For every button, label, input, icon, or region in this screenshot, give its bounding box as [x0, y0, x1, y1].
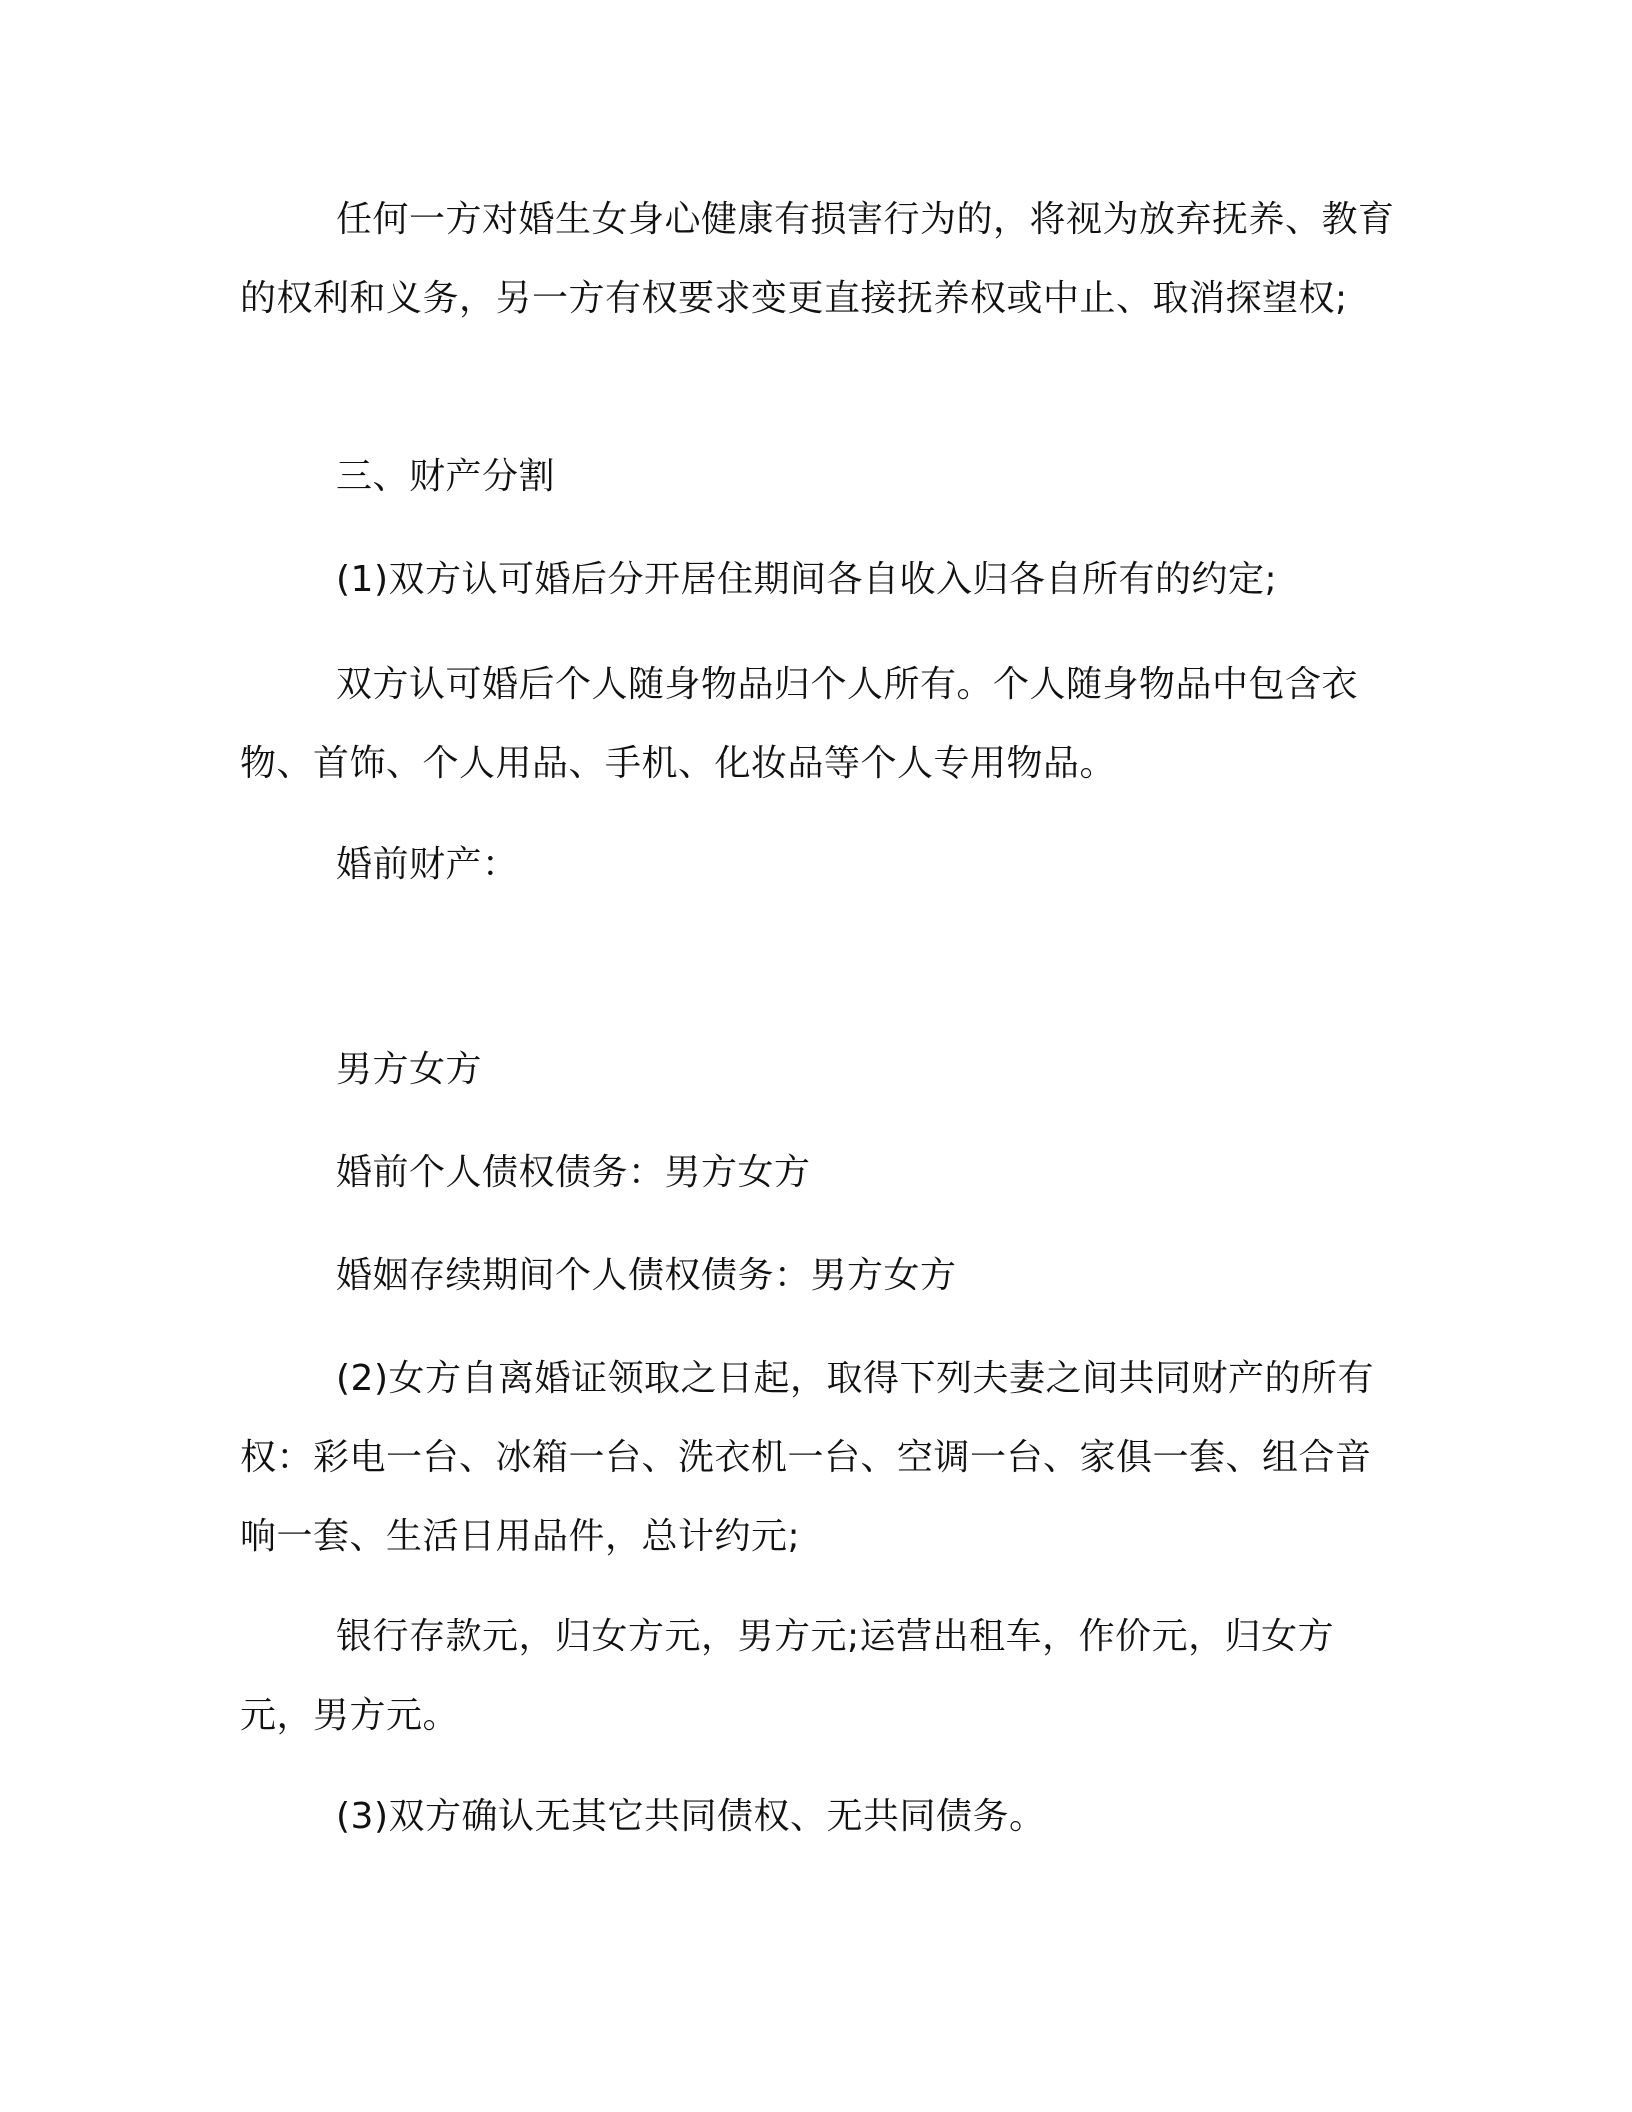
- paragraph-no-joint-debts: (3)双方确认无其它共同债权、无共同债务。: [336, 1796, 1046, 1837]
- paragraph-joint-property-to-wife: (2)女方自离婚证领取之日起，取得下列夫妻之间共同财产的所有权：彩电一台、冰箱一台、洗衣机一台、空调一台、家俱一套、组合音响一套、生活日用品件，总计约元;: [240, 1358, 1374, 1557]
- paragraph-separate-income: (1)双方认可婚后分开居住期间各自收入归各自所有的约定;: [336, 559, 1278, 600]
- paragraph-male-female: 男方女方: [336, 1049, 483, 1090]
- paragraph-personal-belongings: 双方认可婚后个人随身物品归个人所有。个人随身物品中包含衣物、首饰、个人用品、手机、化妆品等个人专用物品。: [240, 664, 1359, 784]
- paragraph-child-custody-clause: 任何一方对婚生女身心健康有损害行为的，将视为放弃抚养、教育的权利和义务，另一方有权要求变更直接抚养权或中止、取消探望权;: [240, 199, 1395, 319]
- paragraph-premarital-property: 婚前财产：: [336, 844, 519, 885]
- paragraph-marital-debts: 婚姻存续期间个人债权债务：男方女方: [336, 1255, 957, 1296]
- paragraph-bank-deposit-taxi: 银行存款元，归女方元，男方元;运营出租车，作价元，归女方元，男方元。: [240, 1616, 1335, 1736]
- paragraph-premarital-debts: 婚前个人债权债务：男方女方: [336, 1152, 811, 1193]
- section-heading-property-division: 三、财产分割: [336, 456, 556, 497]
